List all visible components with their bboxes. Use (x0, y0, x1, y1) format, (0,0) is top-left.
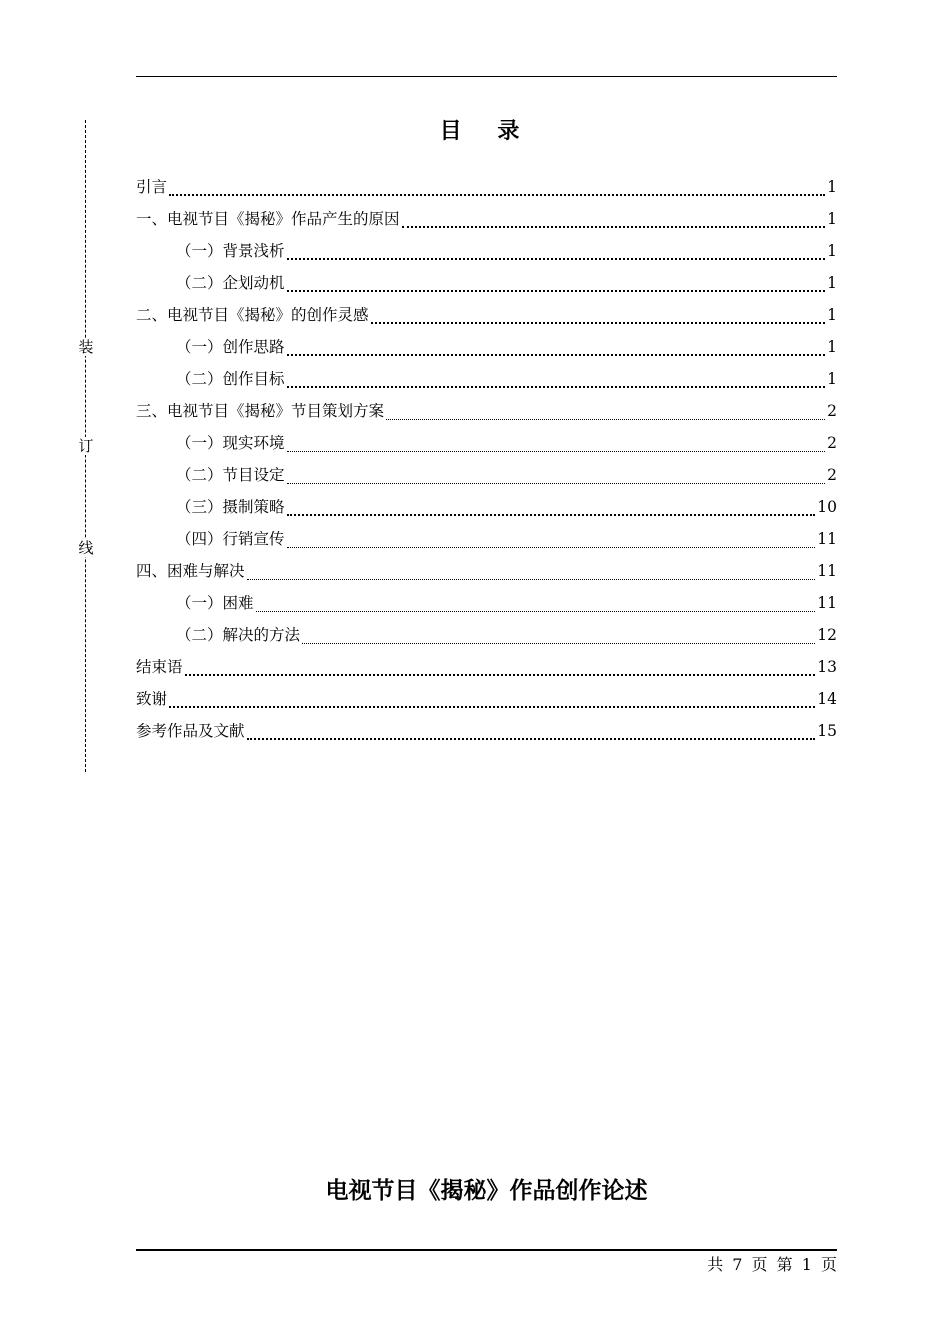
toc-entry-label: 致谢 (136, 690, 168, 708)
toc-entry-label: （二）节目设定 (176, 466, 285, 484)
toc-entry[interactable] (136, 363, 837, 395)
toc-dot-leader (169, 182, 825, 196)
toc-entry-label: （三）摄制策略 (176, 498, 285, 516)
toc-entry-label: （一）困难 (176, 594, 254, 612)
toc-dot-leader (371, 310, 826, 324)
document-title: 电视节目《揭秘》作品创作论述 (325, 1177, 648, 1204)
toc-dot-leader (247, 567, 816, 580)
toc-entry-label: 引言 (136, 178, 168, 196)
toc-entry-label: 结束语 (136, 658, 183, 676)
toc-entry[interactable] (136, 427, 837, 459)
toc-entry-label: 三、电视节目《揭秘》节目策划方案 (136, 402, 385, 420)
toc-dot-leader (287, 374, 826, 388)
toc-dot-leader (386, 407, 825, 420)
toc-dot-leader (185, 662, 816, 676)
toc-entry-label: （四）行销宣传 (176, 530, 285, 548)
toc-dot-leader (256, 599, 816, 612)
toc-entry-label: （二）创作目标 (176, 370, 285, 388)
toc-entry-page: 13 (817, 658, 837, 676)
toc-entry-page: 1 (827, 274, 837, 292)
footer-rule (136, 1249, 837, 1251)
binding-char-zhuang: 装 (78, 338, 94, 356)
toc-entry[interactable] (136, 651, 837, 683)
toc-dot-leader (169, 694, 815, 708)
toc-entry[interactable] (136, 715, 837, 747)
toc-entry-label: 四、困难与解决 (136, 562, 245, 580)
toc-dot-leader (302, 631, 815, 644)
header-rule (136, 76, 837, 77)
toc-entry-label: （一）现实环境 (176, 434, 285, 452)
toc-entry-page: 11 (817, 594, 837, 612)
toc-entry-page: 2 (827, 402, 837, 420)
toc-entry-label: （一）创作思路 (176, 338, 285, 356)
toc-entry-page: 11 (817, 530, 837, 548)
toc-entry-label: （二）解决的方法 (176, 626, 301, 644)
toc-entry-label: 一、电视节目《揭秘》作品产生的原因 (136, 210, 400, 228)
toc-entry-page: 1 (827, 210, 837, 228)
toc-entry[interactable] (136, 395, 837, 427)
toc-dot-leader (287, 246, 826, 260)
toc-dot-leader (287, 535, 816, 548)
toc-entry[interactable] (136, 331, 837, 363)
toc-title: 目 录 (439, 118, 534, 144)
page-footer: 共 7 页 第 1 页 (707, 1255, 837, 1274)
toc-entry[interactable] (136, 267, 837, 299)
toc-entry[interactable] (136, 587, 837, 619)
toc-entry[interactable] (136, 171, 837, 203)
toc-dot-leader (247, 726, 816, 740)
toc-entry[interactable] (136, 555, 837, 587)
toc-entry-page: 1 (827, 338, 837, 356)
binding-char-xian: 线 (78, 539, 94, 557)
toc-entry[interactable] (136, 299, 837, 331)
toc-entry[interactable] (136, 619, 837, 651)
toc-entry[interactable] (136, 683, 837, 715)
toc-dot-leader (402, 214, 826, 228)
toc-dot-leader (287, 278, 826, 292)
table-of-contents (136, 171, 837, 747)
toc-entry-label: 二、电视节目《揭秘》的创作灵感 (136, 306, 369, 324)
toc-entry-page: 1 (827, 370, 837, 388)
toc-dot-leader (287, 471, 826, 484)
toc-entry-label: 参考作品及文献 (136, 722, 245, 740)
toc-entry[interactable] (136, 235, 837, 267)
toc-entry[interactable] (136, 491, 837, 523)
toc-dot-leader (287, 439, 826, 452)
toc-entry[interactable] (136, 203, 837, 235)
toc-entry-page: 1 (827, 178, 837, 196)
toc-entry-page: 1 (827, 306, 837, 324)
toc-entry-page: 1 (827, 242, 837, 260)
toc-entry-page: 11 (817, 562, 837, 580)
toc-entry-label: （二）企划动机 (176, 274, 285, 292)
toc-dot-leader (287, 502, 816, 516)
toc-entry-page: 2 (827, 466, 837, 484)
toc-entry[interactable] (136, 459, 837, 491)
toc-entry-page: 12 (817, 626, 837, 644)
toc-entry-page: 15 (817, 722, 837, 740)
toc-entry-page: 10 (817, 498, 837, 516)
toc-dot-leader (287, 342, 826, 356)
toc-entry-page: 2 (827, 434, 837, 452)
toc-entry-label: （一）背景浅析 (176, 242, 285, 260)
toc-entry[interactable] (136, 523, 837, 555)
toc-entry-page: 14 (817, 690, 837, 708)
binding-char-ding: 订 (78, 437, 94, 455)
